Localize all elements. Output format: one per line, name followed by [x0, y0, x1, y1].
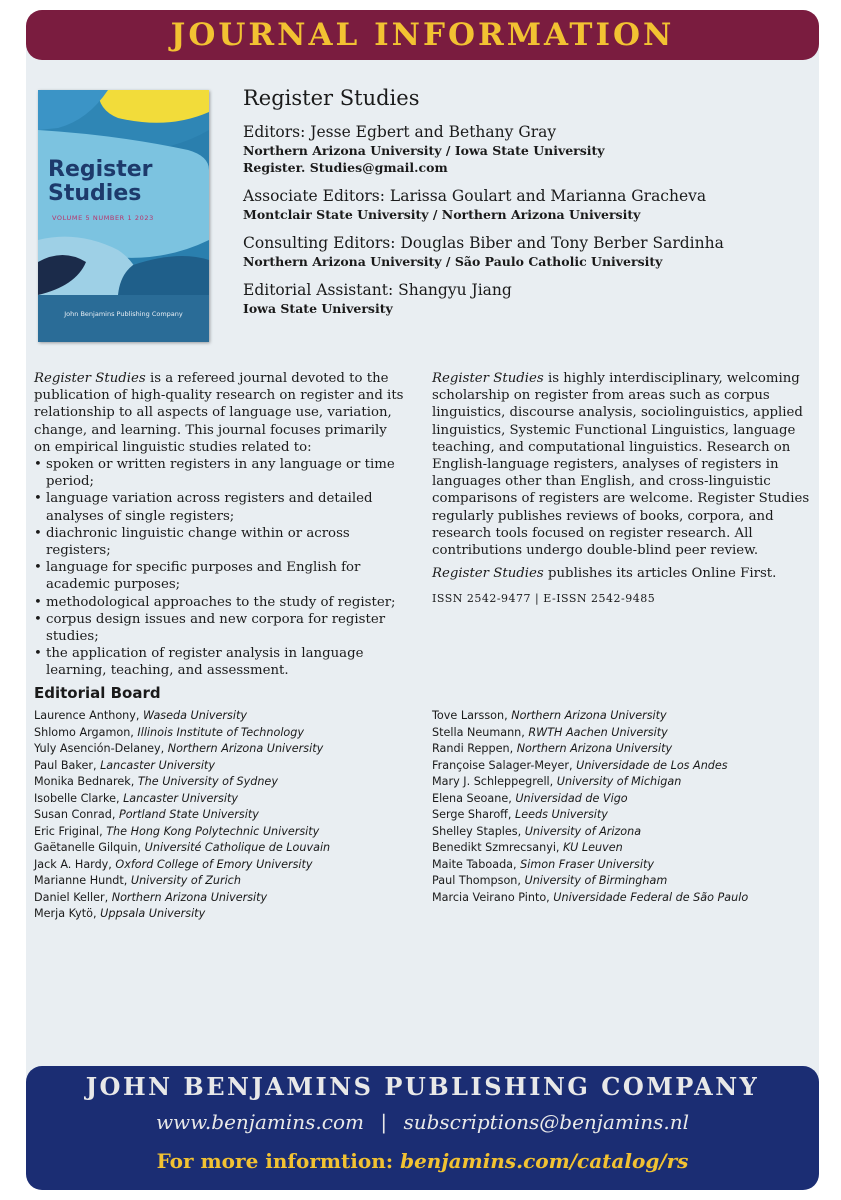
- catalog-link[interactable]: benjamins.com/catalog/rs: [400, 1149, 689, 1173]
- member-name: Marianne Hundt,: [34, 874, 131, 887]
- footer-links: [26, 1110, 819, 1134]
- associate-group: [243, 186, 813, 223]
- member-institution: University of Birmingham: [524, 874, 668, 887]
- journal-name-em: Register Studies: [432, 566, 544, 582]
- cover-title-line1: Register: [48, 157, 153, 182]
- member-name: Elena Seoane,: [432, 791, 516, 805]
- assistant-affiliation: Iowa State University: [243, 301, 393, 316]
- member-name: Laurence Anthony,: [34, 709, 143, 722]
- member-institution: Universidad de Vigo: [515, 791, 628, 805]
- member-name: Gaëtanelle Gilquin,: [34, 841, 145, 854]
- member-institution: University of Arizona: [524, 824, 642, 838]
- editors-group: [243, 122, 813, 176]
- member-institution: Northern Arizona University: [511, 709, 667, 722]
- topic-list: [34, 456, 406, 680]
- member-name: Eric Friginal,: [34, 824, 107, 838]
- journal-title: Register Studies: [243, 86, 420, 110]
- member-name: Paul Baker,: [34, 758, 101, 772]
- editors-affiliation: Northern Arizona University / Iowa State University: [243, 143, 605, 158]
- member-name: Françoise Salager-Meyer,: [432, 758, 577, 772]
- member-institution: Northern Arizona University: [167, 742, 324, 755]
- board-member: [432, 758, 748, 775]
- member-name: Tove Larsson,: [432, 709, 512, 722]
- member-institution: Uppsala University: [100, 907, 206, 920]
- member-institution: Illinois Institute of Technology: [137, 725, 304, 739]
- member-institution: Simon Fraser University: [520, 857, 654, 871]
- topic-list-item: • language for specific purposes and English for academic purposes;: [34, 559, 406, 593]
- journal-name-em: Register Studies: [432, 371, 544, 386]
- footer-more-info: [26, 1149, 819, 1173]
- member-institution: Universidade Federal de São Paulo: [553, 890, 749, 904]
- board-member: [432, 774, 748, 791]
- footer-publisher: JOHN BENJAMINS PUBLISHING COMPANY: [85, 1072, 760, 1101]
- board-member: [34, 906, 330, 923]
- member-institution: Northern Arizona University: [111, 890, 268, 904]
- associate-role: Associate Editors: Larissa Goulart and Marianna Gracheva: [243, 187, 707, 205]
- member-name: Isobelle Clarke,: [34, 791, 124, 805]
- assistant-role: Editorial Assistant: Shangyu Jiang: [243, 281, 512, 299]
- member-name: Stella Neumann,: [432, 725, 529, 739]
- board-member: [34, 708, 330, 725]
- member-institution: Portland State University: [118, 808, 259, 821]
- board-member: [34, 840, 330, 857]
- issn: ISSN 2542-9477 | E-ISSN 2542-9485: [432, 592, 656, 606]
- board-member: [34, 824, 330, 841]
- member-name: Shelley Staples,: [432, 824, 525, 838]
- member-institution: RWTH Aachen University: [528, 725, 668, 739]
- journal-info: [243, 86, 813, 327]
- topic-list-item: • corpus design issues and new corpora for register studies;: [34, 611, 406, 645]
- p2-text: publishes its articles Online First.: [543, 566, 777, 582]
- topic-list-item: • the application of register analysis in language learning, teaching, and assessment.: [34, 645, 406, 679]
- board-member: [34, 873, 330, 890]
- member-institution: The University of Sydney: [137, 775, 278, 788]
- link-separator: |: [380, 1110, 388, 1134]
- assistant-group: [243, 280, 813, 317]
- board-right-column: [432, 708, 748, 906]
- journal-cover: [38, 90, 209, 342]
- board-member: [432, 857, 748, 874]
- member-institution: University of Michigan: [556, 775, 682, 788]
- board-member: [432, 873, 748, 890]
- header-title: JOURNAL INFORMATION: [170, 17, 675, 53]
- member-name: Merja Kytö,: [34, 907, 101, 920]
- board-member: [34, 791, 330, 808]
- more-info-label: For more informtion:: [156, 1149, 401, 1173]
- member-institution: Lancaster University: [100, 758, 215, 772]
- editors-email[interactable]: Register. Studies@gmail.com: [243, 160, 448, 175]
- member-name: Benedikt Szmrecsanyi,: [432, 841, 564, 854]
- cover-volume: VOLUME 5 NUMBER 1 2023: [52, 214, 154, 222]
- member-institution: University of Zurich: [130, 874, 241, 887]
- board-member: [34, 807, 330, 824]
- board-member: [34, 741, 330, 758]
- member-name: Mary J. Schleppegrell,: [432, 775, 557, 788]
- member-name: Monika Bednarek,: [34, 775, 138, 788]
- topic-list-item: • methodological approaches to the study of register;: [34, 594, 406, 611]
- board-member: [34, 890, 330, 907]
- description-intro: [34, 370, 406, 456]
- cover-publisher: John Benjamins Publishing Company: [64, 310, 183, 318]
- member-name: Shlomo Argamon,: [34, 725, 138, 739]
- consulting-role: Consulting Editors: Douglas Biber and Tony Berber Sardinha: [243, 234, 724, 252]
- member-name: Maite Taboada,: [432, 857, 521, 871]
- cover-title: [48, 158, 208, 206]
- description-p1: [432, 370, 817, 559]
- member-name: Paul Thompson,: [432, 874, 525, 887]
- consulting-affiliation: Northern Arizona University / São Paulo Catholic University: [243, 254, 663, 269]
- member-institution: Oxford College of Emory University: [115, 857, 313, 871]
- member-name: Yuly Asención-Delaney,: [34, 742, 168, 755]
- member-name: Jack A. Hardy,: [34, 857, 116, 871]
- member-institution: Waseda University: [143, 709, 247, 722]
- editors-role: Editors: Jesse Egbert and Bethany Gray: [243, 123, 557, 141]
- board-member: [432, 824, 748, 841]
- member-name: Susan Conrad,: [34, 808, 119, 821]
- member-institution: Northern Arizona University: [516, 742, 673, 755]
- description-right: [432, 370, 817, 608]
- website-link[interactable]: www.benjamins.com: [155, 1110, 364, 1134]
- board-member: [432, 725, 748, 742]
- footer-banner: [26, 1066, 819, 1190]
- member-institution: The Hong Kong Polytechnic University: [106, 824, 320, 838]
- description-p2: [432, 565, 817, 582]
- member-name: Serge Sharoff,: [432, 808, 515, 821]
- cover-title-line2: Studies: [48, 181, 142, 206]
- header-banner: [26, 10, 819, 60]
- topic-list-item: • language variation across registers and detailed analyses of single registers;: [34, 490, 406, 524]
- member-institution: Université Catholique de Louvain: [144, 841, 331, 854]
- member-name: Randi Reppen,: [432, 742, 517, 755]
- board-member: [34, 774, 330, 791]
- board-member: [34, 857, 330, 874]
- consulting-group: [243, 233, 813, 270]
- board-member: [432, 708, 748, 725]
- board-member: [432, 791, 748, 808]
- topic-list-item: • diachronic linguistic change within or across registers;: [34, 525, 406, 559]
- member-name: Daniel Keller,: [34, 890, 112, 904]
- board-member: [432, 840, 748, 857]
- associate-affiliation: Montclair State University / Northern Arizona University: [243, 207, 641, 222]
- subscriptions-email-link[interactable]: subscriptions@benjamins.nl: [403, 1110, 690, 1134]
- board-member: [34, 758, 330, 775]
- board-left-column: [34, 708, 330, 923]
- board-member: [432, 807, 748, 824]
- description-left: [34, 370, 406, 680]
- member-institution: KU Leuven: [563, 841, 623, 854]
- member-institution: Leeds University: [515, 808, 608, 821]
- p1-text: is highly interdisciplinary, welcoming scholarship on register from areas such as corpus linguistics, discourse analysis, sociolinguistics, applied linguistics, Systemic Functional Linguistics, language teaching, and computational linguistics. Research on English-language registers, analyses of registers in languages other than English, and cross-linguistic comparisons of registers are welcome. Register Studies regularly publishes reviews of books, corpora, and research tools focused on register research. All contributions undergo double-blind peer review.: [432, 371, 810, 559]
- board-member: [34, 725, 330, 742]
- board-member: [432, 741, 748, 758]
- board-heading: Editorial Board: [34, 684, 161, 702]
- topic-list-item: • spoken or written registers in any language or time period;: [34, 456, 406, 490]
- member-institution: Lancaster University: [123, 791, 238, 805]
- member-institution: Universidade de Los Andes: [576, 758, 728, 772]
- board-member: [432, 890, 748, 907]
- intro-text: is a refereed journal devoted to the publication of high-quality research on register and its relationship to all aspects of language use, variation, change, and learning. This journal focuses primarily on empirical linguistic studies related to:: [34, 371, 404, 455]
- member-name: Marcia Veirano Pinto,: [432, 890, 554, 904]
- journal-name-em: Register Studies: [34, 371, 146, 386]
